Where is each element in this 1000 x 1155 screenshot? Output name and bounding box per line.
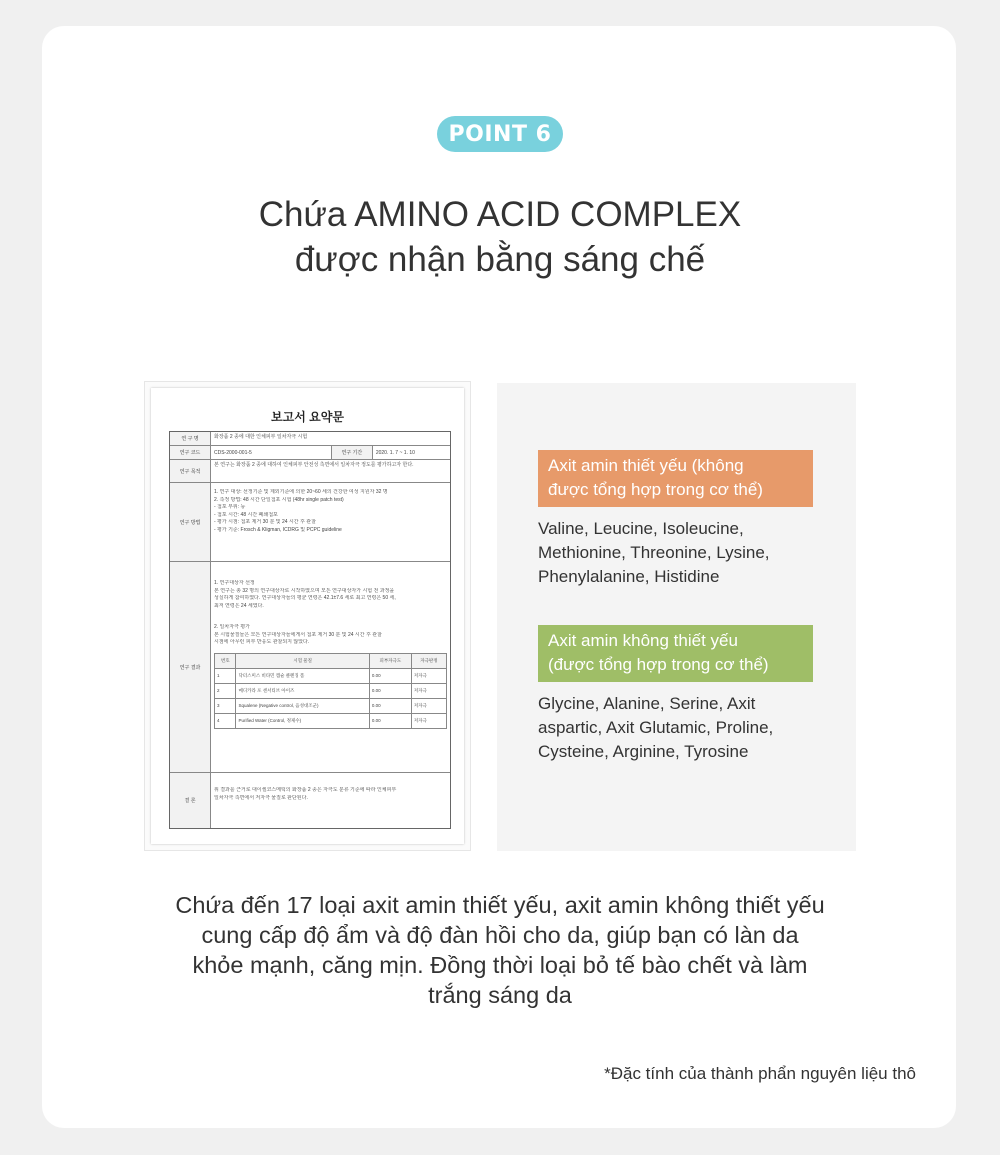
headline-line-1: Chứa AMINO ACID COMPLEX — [258, 195, 742, 234]
report-text-line: - 첩포 부위: 등 — [214, 504, 246, 510]
table-cell: 저자극 — [411, 698, 446, 713]
report-row-name — [170, 432, 450, 446]
essential-amino-list — [538, 517, 838, 589]
table-cell: 저자극 — [411, 668, 446, 683]
report-value: CDS-2000-001-5 — [211, 446, 332, 459]
description-line-3: khỏe mạnh, căng mịn. Đồng thời loại bỏ tế bào chết và làm — [192, 952, 808, 978]
nonessential-tag-line-1: Axit amin không thiết yếu — [548, 631, 738, 650]
report-label: 연구 기간 — [332, 446, 373, 459]
table-row — [215, 698, 447, 713]
report-row-method — [170, 483, 450, 562]
table-cell: 4 — [215, 713, 236, 728]
description-line-2: cung cấp độ ẩm và độ đàn hồi cho da, giúp bạn có làn da — [201, 922, 799, 948]
report-label: 연구 코드 — [170, 446, 211, 459]
report-text-line: 시점에 아무런 피부 반응도 관찰되지 않았다. — [214, 639, 310, 645]
table-cell: 0.00 — [369, 713, 411, 728]
report-table — [169, 431, 451, 829]
report-text-line: 위 결과를 근거로 대이셀코스메틱의 화장품 2 종은 자극도 분류 기준에 따라 인체피부 — [214, 787, 397, 793]
report-title: 보고서 요약문 — [271, 410, 344, 424]
table-header: 피부자극도 — [369, 653, 411, 668]
report-text-line: 성실하게 참여하였다. 연구대상자들의 평균 연령은 42.1±7.6 세로 최고 연령은 50 세, — [214, 595, 396, 601]
essential-amino-tag — [538, 450, 813, 507]
report-row-conclusion — [170, 773, 450, 828]
report-text-line: - 평가 시점: 첩포 제거 30 분 및 24 시간 후 관찰 — [214, 519, 316, 525]
report-paper — [151, 388, 464, 844]
table-cell: 메디카라 포 센서티브 아이즈 — [236, 683, 369, 698]
essential-list-line-2: Methionine, Threonine, Lysine, — [538, 543, 770, 562]
nonessential-amino-list — [538, 692, 838, 764]
report-text-line: - 평가 기준: Frosch & Kligman, ICDRG 및 PCPC guideline — [214, 526, 342, 533]
table-cell: 0.00 — [369, 668, 411, 683]
table-cell: 3 — [215, 698, 236, 713]
report-document-image — [144, 381, 471, 851]
report-value — [211, 773, 450, 828]
headline — [0, 192, 1000, 282]
table-cell: Purified Water (Control, 정제수) — [236, 713, 369, 728]
description-text — [0, 890, 1000, 1010]
report-value: 본 연구는 화장품 2 종에 대하여 인체피부 안전성 측면에서 일차자극 정도를 평가하고자 한다. — [214, 462, 414, 468]
nonessential-list-line-2: aspartic, Axit Glutamic, Proline, — [538, 718, 774, 737]
table-cell: 0.00 — [369, 698, 411, 713]
report-text-line: 본 시험물질들은 모든 연구대상자들에게서 첩포 제거 30 분 및 24 시간 후 관찰 — [214, 631, 382, 638]
report-row-result — [170, 562, 450, 773]
essential-tag-line-1: Axit amin thiết yếu (không — [548, 456, 744, 475]
report-text-line: 1. 연구대상자 선정 — [214, 580, 255, 586]
report-text-line: 본 연구는 총 32 명의 연구대상자로 시작하였으며 모든 연구대상자가 시험 전 과정을 — [214, 587, 395, 594]
table-row — [215, 668, 447, 683]
point-badge: POINT 6 — [437, 116, 563, 152]
table-row — [215, 713, 447, 728]
description-line-1: Chứa đến 17 loại axit amin thiết yếu, axit amin không thiết yếu — [175, 892, 825, 918]
essential-tag-line-2: được tổng hợp trong cơ thể) — [548, 480, 763, 499]
essential-list-line-3: Phenylalanine, Histidine — [538, 567, 720, 586]
report-row-code — [170, 446, 450, 460]
table-cell: 2 — [215, 683, 236, 698]
nonessential-amino-tag — [538, 625, 813, 682]
headline-line-2: được nhận bằng sáng chế — [294, 240, 706, 279]
table-header: 자극판정 — [411, 653, 446, 668]
table-cell: 저자극 — [411, 713, 446, 728]
report-text-line: 1. 연구 대상: 선정기준 및 제외기준에 의한 20~60 세의 건강한 여성 지원자 32 명 — [214, 489, 388, 495]
report-label: 연 구 명 — [170, 432, 211, 445]
table-header-row — [215, 653, 447, 668]
essential-list-line-1: Valine, Leucine, Isoleucine, — [538, 519, 744, 538]
table-header: 번호 — [215, 653, 236, 668]
report-value — [211, 483, 450, 561]
report-label: 연구 결과 — [170, 562, 211, 772]
table-cell: 1 — [215, 668, 236, 683]
report-label: 연구 목적 — [170, 460, 211, 482]
irritation-results-table — [214, 653, 447, 729]
table-row — [215, 683, 447, 698]
report-value: 2020. 1. 7 ~ 1. 10 — [375, 449, 415, 456]
nonessential-list-line-1: Glycine, Alanine, Serine, Axit — [538, 694, 756, 713]
description-line-4: trắng sáng da — [428, 982, 572, 1008]
report-value: 화장품 2 종에 대한 인체피부 일차자극 시험 — [214, 434, 308, 440]
table-cell: 0.00 — [369, 683, 411, 698]
report-value — [211, 562, 450, 772]
report-text-line: 일차자극 측면에서 저자극 물질로 판단된다. — [214, 794, 308, 801]
table-cell: Squalene (Negative control, 음성대조군) — [236, 698, 369, 713]
table-header: 시험 물질 — [236, 653, 369, 668]
report-label: 결 론 — [170, 773, 211, 828]
report-text-line: 2. 측정 방법: 48 시간 단일첩포 시험 (48hr single patch test) — [214, 496, 344, 503]
report-label: 연구 방법 — [170, 483, 211, 561]
footnote: *Đặc tính của thành phẩn nguyên liệu thô — [604, 1064, 916, 1083]
table-cell: 저자극 — [411, 683, 446, 698]
nonessential-tag-line-2: (được tổng hợp trong cơ thể) — [548, 655, 769, 674]
report-row-purpose — [170, 460, 450, 483]
report-text-line: 최저 연령은 24 세였다. — [214, 602, 264, 609]
table-cell: 닥터스미스 비타민 캡슐 클렌징 폼 — [236, 668, 369, 683]
report-text-line: - 첩포 시간: 48 시간 폐쇄첩포 — [214, 511, 278, 518]
nonessential-list-line-3: Cysteine, Arginine, Tyrosine — [538, 742, 749, 761]
report-text-line: 2. 일차자극 평가 — [214, 624, 250, 630]
